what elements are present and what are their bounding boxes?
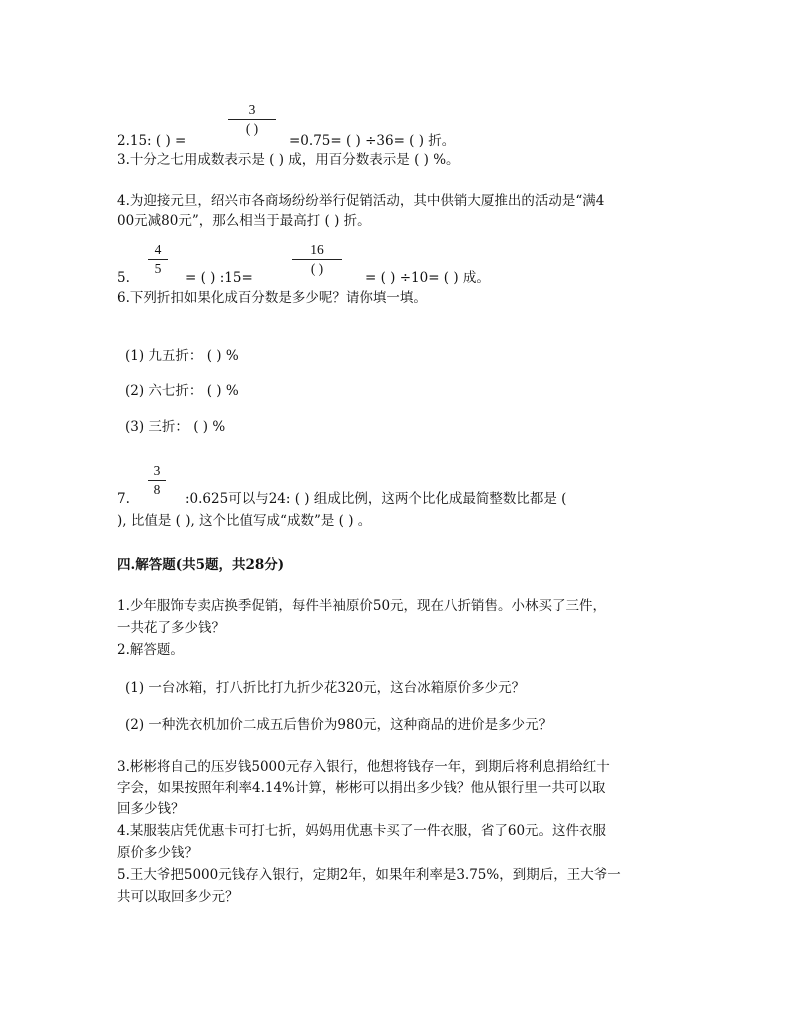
q6-title: 6.下列折扣如果化成百分数是多少呢？请你填一填。 xyxy=(117,290,427,306)
p3-line2: 字会，如果按照年利率4.14%计算，彬彬可以捐出多少钱？他从银行里一共可以取 xyxy=(117,780,606,796)
p2-item-1: (1) 一台冰箱，打八折比打九折少花320元，这台冰箱原价多少元？ xyxy=(125,680,526,696)
p5-line1: 5.王大爷把5000元钱存入银行，定期2年，如果年利率是3.75%，到期后，王大爷一 xyxy=(117,867,621,883)
q3-text: 3.十分之七用成数表示是 ( ) 成，用百分数表示是 ( ) %。 xyxy=(117,152,460,168)
p1-line2: 一共花了多少钱？ xyxy=(117,620,225,636)
q7-line2: ), 比值是 ( ), 这个比值写成“成数”是 ( ) 。 xyxy=(117,513,372,529)
q7-fraction xyxy=(148,463,166,498)
q5-middle: = ( ) :15= xyxy=(185,270,253,286)
fraction-bar xyxy=(292,259,342,260)
q7-fraction-numerator: 3 xyxy=(153,463,161,478)
fraction-bar xyxy=(228,119,276,120)
q2-fraction-numerator: 3 xyxy=(248,102,256,117)
q5-number: 5. xyxy=(117,270,130,286)
fraction-bar xyxy=(148,259,168,260)
q7-number: 7. xyxy=(117,491,130,507)
q2-fraction-denominator: ( ) xyxy=(245,121,259,136)
q5-fraction-2-denominator: ( ) xyxy=(310,261,324,276)
p3-line3: 回多少钱？ xyxy=(117,801,185,817)
fraction-bar xyxy=(148,480,166,481)
p5-line2: 共可以取回多少元？ xyxy=(117,889,239,905)
p3-line1: 3.彬彬将自己的压岁钱5000元存入银行，他想将钱存一年，到期后将利息捐给红十 xyxy=(117,759,610,775)
q5-fraction-2 xyxy=(292,242,342,277)
section-heading: 四.解答题(共5题，共28分) xyxy=(117,557,285,573)
q6-item-1: (1) 九五折： ( ) % xyxy=(125,348,239,364)
q2-prefix: 2.15: ( ) = xyxy=(117,133,187,149)
q5-fraction-2-numerator: 16 xyxy=(310,242,324,257)
p1-line1: 1.少年服饰专卖店换季促销，每件半袖原价50元，现在八折销售。小林买了三件， xyxy=(117,598,607,614)
q5-fraction-1-denominator: 5 xyxy=(154,261,162,276)
p4-line1: 4.某服装店凭优惠卡可打七折，妈妈用优惠卡买了一件衣服，省了60元。这件衣服 xyxy=(117,823,607,839)
q2-fraction xyxy=(228,102,276,137)
q5-fraction-1 xyxy=(148,242,168,277)
p2-item-2: (2) 一种洗衣机加价二成五后售价为980元，这种商品的进价是多少元？ xyxy=(125,717,553,733)
q4-line2: 00元减80元”，那么相当于最高打 ( ) 折。 xyxy=(117,213,371,229)
q7-fraction-denominator: 8 xyxy=(153,482,161,497)
q4-line1: 4.为迎接元旦，绍兴市各商场纷纷举行促销活动，其中供销大厦推出的活动是“满4 xyxy=(117,193,605,209)
q7-line1: :0.625可以与24: ( ) 组成比例，这两个比化成最简整数比都是 ( xyxy=(185,491,567,507)
p2-title: 2.解答题。 xyxy=(117,642,184,658)
q2-suffix: =0.75= ( ) ÷36= ( ) 折。 xyxy=(289,133,456,149)
q6-item-2: (2) 六七折： ( ) % xyxy=(125,383,239,399)
p4-line2: 原价多少钱？ xyxy=(117,845,198,861)
q6-item-3: (3) 三折： ( ) % xyxy=(125,419,226,435)
q5-fraction-1-numerator: 4 xyxy=(154,242,162,257)
q5-suffix: = ( ) ÷10= ( ) 成。 xyxy=(365,270,490,286)
